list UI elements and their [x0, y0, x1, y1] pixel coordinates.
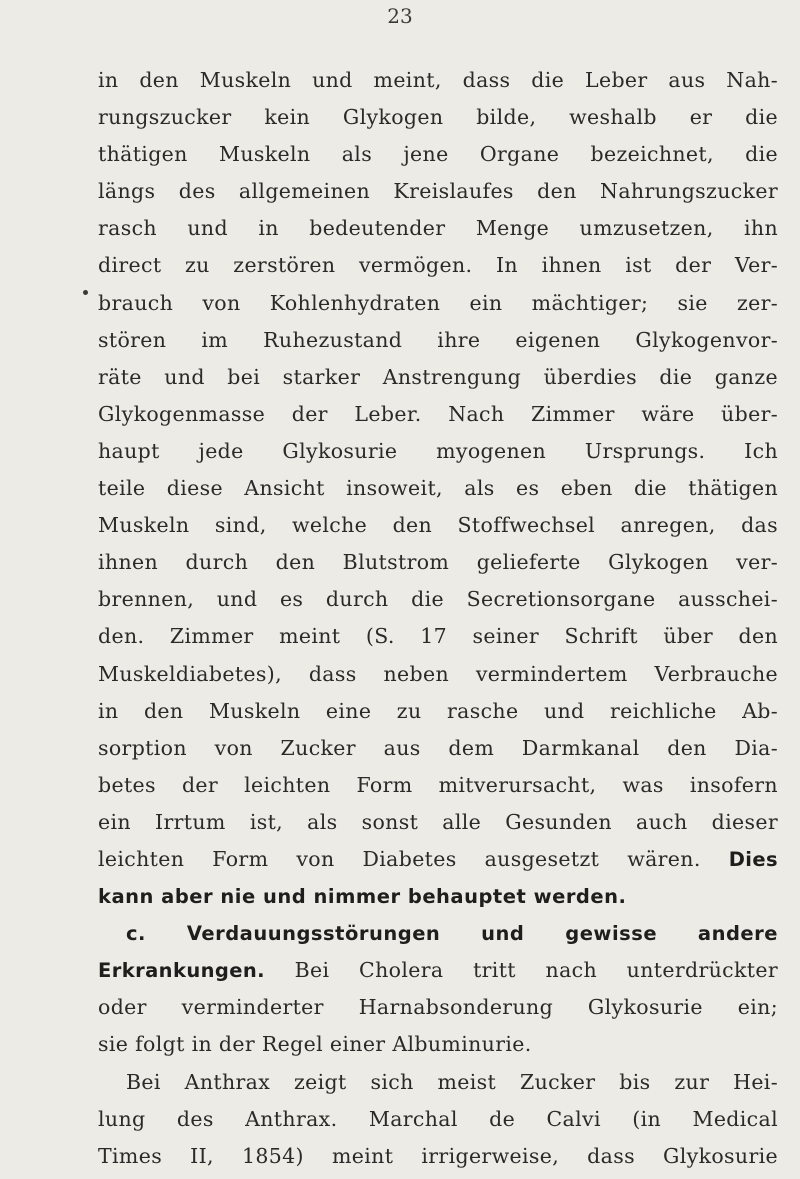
- text-segment: thätigen Muskeln als jene Organe bezeichnet, die: [98, 142, 778, 167]
- text-segment: rungszucker kein Glykogen bilde, weshalb er die: [98, 105, 778, 130]
- margin-mark: [83, 290, 88, 295]
- text-segment: räte und bei starker Anstrengung überdies die ganze: [98, 364, 778, 389]
- text-line: [98, 1026, 778, 1063]
- text-line: [98, 878, 778, 915]
- text-segment: längs des allgemeinen Kreislaufes den Nahrungszucker: [98, 179, 778, 204]
- text-segment: den. Zimmer meint (S. 17 seiner Schrift über den: [98, 624, 778, 649]
- text-segment: sorption von Zucker aus dem Darmkanal den Dia-: [98, 735, 778, 760]
- text-segment: ihnen durch den Blutstrom gelieferte Glykogen ver-: [98, 550, 778, 575]
- text-line: [98, 322, 778, 359]
- text-line: [98, 470, 778, 507]
- text-line: [98, 433, 778, 470]
- text-line: [98, 618, 778, 655]
- text-line: [98, 730, 778, 767]
- text-segment: Muskeldiabetes), dass neben vermindertem Verbrauche: [98, 661, 778, 686]
- text-segment: in den Muskeln und meint, dass die Leber aus Nah-: [98, 68, 778, 92]
- bold-text-segment: Erkrankungen.: [98, 959, 265, 983]
- text-segment: Glykogenmasse der Leber. Nach Zimmer wäre über-: [98, 401, 778, 426]
- text-line: [98, 544, 778, 581]
- text-segment: haupt jede Glykosurie myogenen Ursprungs. Ich: [98, 438, 778, 463]
- text-line: [98, 1138, 778, 1175]
- bold-text-segment: c. Verdauungsstörungen und gewisse andere: [126, 922, 778, 946]
- text-segment: ein Irrtum ist, als sonst alle Gesunden auch dieser: [98, 809, 778, 834]
- text-segment: in den Muskeln eine zu rasche und reichliche Ab-: [98, 698, 778, 723]
- text-segment: brauch von Kohlenhydraten ein mächtiger; sie zer-: [98, 290, 778, 315]
- text-segment: Muskeln sind, welche den Stoffwechsel anregen, das: [98, 513, 778, 538]
- text-segment: brennen, und es durch die Secretionsorgane ausschei-: [98, 587, 778, 612]
- text-line: [98, 1064, 778, 1101]
- text-line: [98, 99, 778, 136]
- text-segment: direct zu zerstören vermögen. In ihnen ist der Ver-: [98, 253, 778, 278]
- body-text: [98, 62, 778, 1175]
- text-segment: stören im Ruhezustand ihre eigenen Glykogenvor-: [98, 327, 778, 352]
- text-line: [98, 173, 778, 210]
- text-segment: teile diese Ansicht insoweit, als es eben die thätigen: [98, 476, 778, 501]
- text-line: [98, 952, 778, 989]
- text-line: [98, 359, 778, 396]
- text-line: [98, 247, 778, 284]
- text-line: [98, 989, 778, 1026]
- text-segment: sie folgt in der Regel einer Albuminurie.: [98, 1032, 532, 1057]
- text-line: [98, 285, 778, 322]
- text-segment: lung des Anthrax. Marchal de Calvi (in Medical: [98, 1106, 778, 1131]
- text-line: [98, 507, 778, 544]
- text-line: [98, 136, 778, 173]
- text-line: [98, 210, 778, 247]
- text-line: [98, 1101, 778, 1138]
- text-line: [98, 581, 778, 618]
- text-segment: betes der leichten Form mitverursacht, was insofern: [98, 772, 778, 797]
- text-segment: oder verminderter Harnabsonderung Glykosurie ein;: [98, 995, 778, 1020]
- text-segment: leichten Form von Diabetes ausgesetzt wären.: [98, 846, 729, 871]
- text-line: [98, 915, 778, 952]
- text-line: [98, 767, 778, 804]
- bold-text-segment: kann aber nie und nimmer behauptet werden.: [98, 885, 627, 909]
- text-segment: Bei Cholera tritt nach unterdrückter: [264, 958, 778, 983]
- page-number: 23: [387, 4, 413, 28]
- text-line: [98, 841, 778, 878]
- text-segment: Bei Anthrax zeigt sich meist Zucker bis zur Hei-: [126, 1069, 778, 1094]
- text-line: [98, 804, 778, 841]
- text-line: [98, 62, 778, 99]
- text-line: [98, 656, 778, 693]
- text-segment: rasch und in bedeutender Menge umzusetzen, ihn: [98, 216, 778, 241]
- text-line: [98, 396, 778, 433]
- text-segment: Times II, 1854) meint irrigerweise, dass Glykosurie: [98, 1143, 778, 1168]
- bold-text-segment: Dies: [728, 847, 778, 871]
- text-line: [98, 693, 778, 730]
